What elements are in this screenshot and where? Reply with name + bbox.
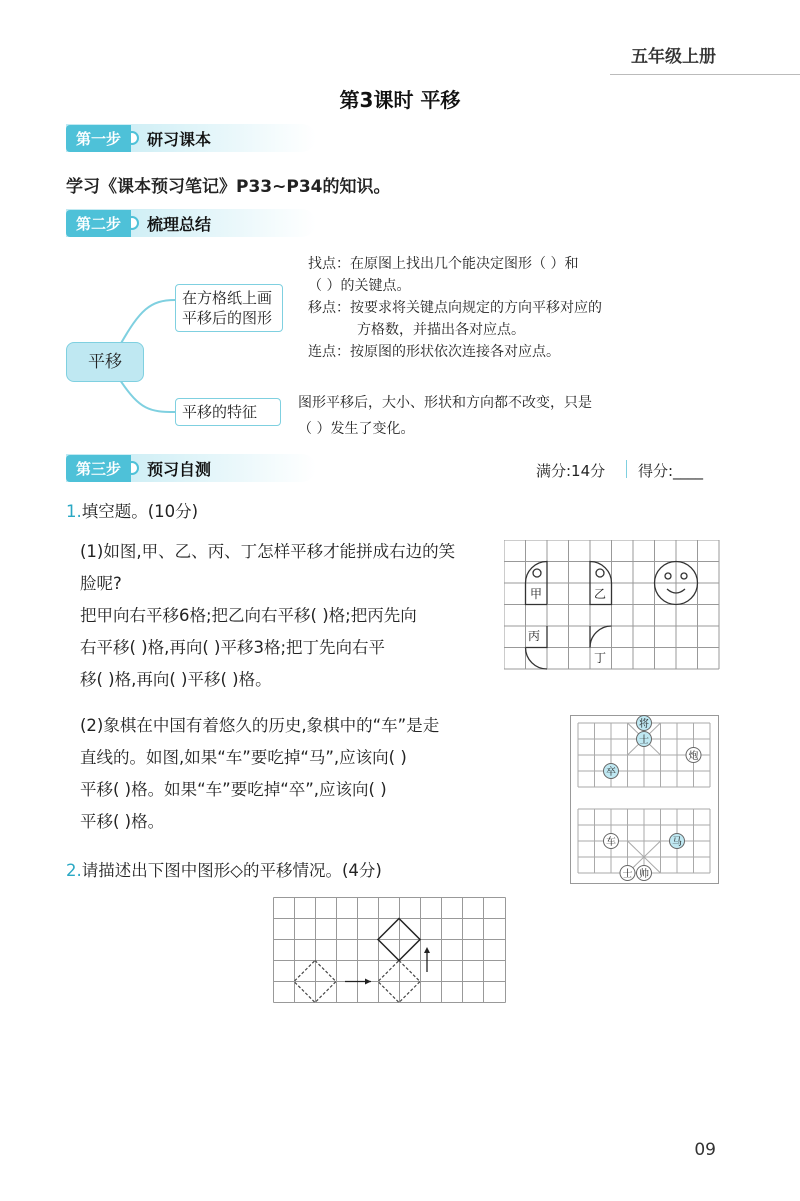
q2-number: 2. [66, 861, 82, 880]
mind-map-branch1 [175, 284, 283, 332]
step2-header [66, 209, 211, 237]
chess-shi-bottom: 士 [622, 869, 633, 880]
piece-yi-label: 乙 [594, 587, 607, 601]
step1-tag: 第一步 [66, 125, 131, 152]
lesson-title: 第3课时 平移 [339, 88, 461, 112]
q1-part1-line: 移( )格,再向( )平移( )格。 [80, 670, 272, 689]
step2-name: 梳理总结 [147, 214, 212, 234]
chess-jiang: 将 [639, 719, 649, 730]
chess-che: 车 [606, 837, 616, 848]
branch1-notes [308, 253, 602, 363]
full-score: 满分:14分 [536, 462, 606, 480]
step1-header [66, 124, 211, 152]
step3-tag: 第三步 [66, 455, 131, 482]
q1-title-text: 填空题。(10分) [81, 502, 199, 521]
grade-label: 五年级上册 [631, 47, 716, 67]
step1-name: 研习课本 [147, 129, 212, 149]
piece-bing-label: 丙 [528, 629, 541, 643]
q1-title [66, 496, 198, 528]
branch1-note-line: （ ）的关键点。 [308, 278, 411, 294]
mind-map-branch2: 平移的特征 [175, 398, 281, 426]
chess-ma: 马 [672, 837, 682, 848]
step3-name: 预习自测 [147, 459, 212, 479]
smiley-grid-figure [504, 540, 720, 672]
branch2-note-line: （ ）发生了变化。 [298, 421, 415, 437]
piece-ding-label: 丁 [594, 651, 607, 665]
q2-title [66, 855, 382, 887]
page-number: 09 [694, 1140, 716, 1160]
q2-title-text: 请描述出下图中图形◇的平移情况。(4分) [81, 861, 382, 880]
step1-text: 学习《课本预习笔记》P33~P34的知识。 [66, 177, 391, 197]
chess-shi-top: 士 [639, 735, 649, 746]
step2-tag: 第二步 [66, 210, 131, 237]
branch1-label-line2: 平移后的图形 [182, 309, 273, 327]
diamond-grid-figure [273, 897, 509, 1005]
branch1-label-line1: 在方格纸上画 [182, 289, 273, 307]
branch2-notes [298, 390, 592, 442]
branch1-note-line: 连点：按原图的形状依次连接各对应点。 [308, 344, 560, 360]
header-divider [610, 74, 800, 75]
branch1-note-line: 方格数，并描出各对应点。 [357, 322, 525, 338]
branch1-note-line: 移点：按要求将关键点向规定的方向平移对应的 [308, 300, 602, 316]
mind-map-root: 平移 [66, 342, 144, 382]
branch1-note-line: 找点：在原图上找出几个能决定图形（ ）和 [308, 256, 579, 272]
q1-part1-line: (1)如图,甲、乙、丙、丁怎样平移才能拼成右边的笑 [80, 542, 456, 561]
q1-part1-line: 把甲向右平移6格;把乙向右平移( )格;把丙先向 [80, 606, 417, 625]
q1-part2-line: 平移( )格。如果“车”要吃掉“卒”,应该向( ) [80, 780, 387, 799]
q1-part2 [80, 710, 500, 838]
got-score: 得分:____ [638, 462, 704, 480]
q1-number: 1. [66, 502, 82, 521]
chess-board-figure [570, 715, 720, 885]
chess-shuai: 帅 [639, 869, 649, 880]
q1-part2-line: (2)象棋在中国有着悠久的历史,象棋中的“车”是走 [80, 716, 440, 735]
score-divider [626, 460, 627, 478]
step3-header [66, 454, 211, 482]
chess-zu: 卒 [606, 767, 616, 778]
q1-part1-line: 脸呢? [80, 574, 122, 593]
chess-pao: 炮 [688, 751, 699, 762]
q1-part2-line: 直线的。如图,如果“车”要吃掉“马”,应该向( ) [80, 748, 407, 767]
q1-part1-line: 右平移( )格,再向( )平移3格;把丁先向右平 [80, 638, 386, 657]
q1-part1 [80, 536, 500, 696]
branch2-note-line: 图形平移后，大小、形状和方向都不改变，只是 [298, 395, 592, 411]
q1-part2-line: 平移( )格。 [80, 812, 165, 831]
piece-jia-label: 甲 [530, 587, 543, 601]
